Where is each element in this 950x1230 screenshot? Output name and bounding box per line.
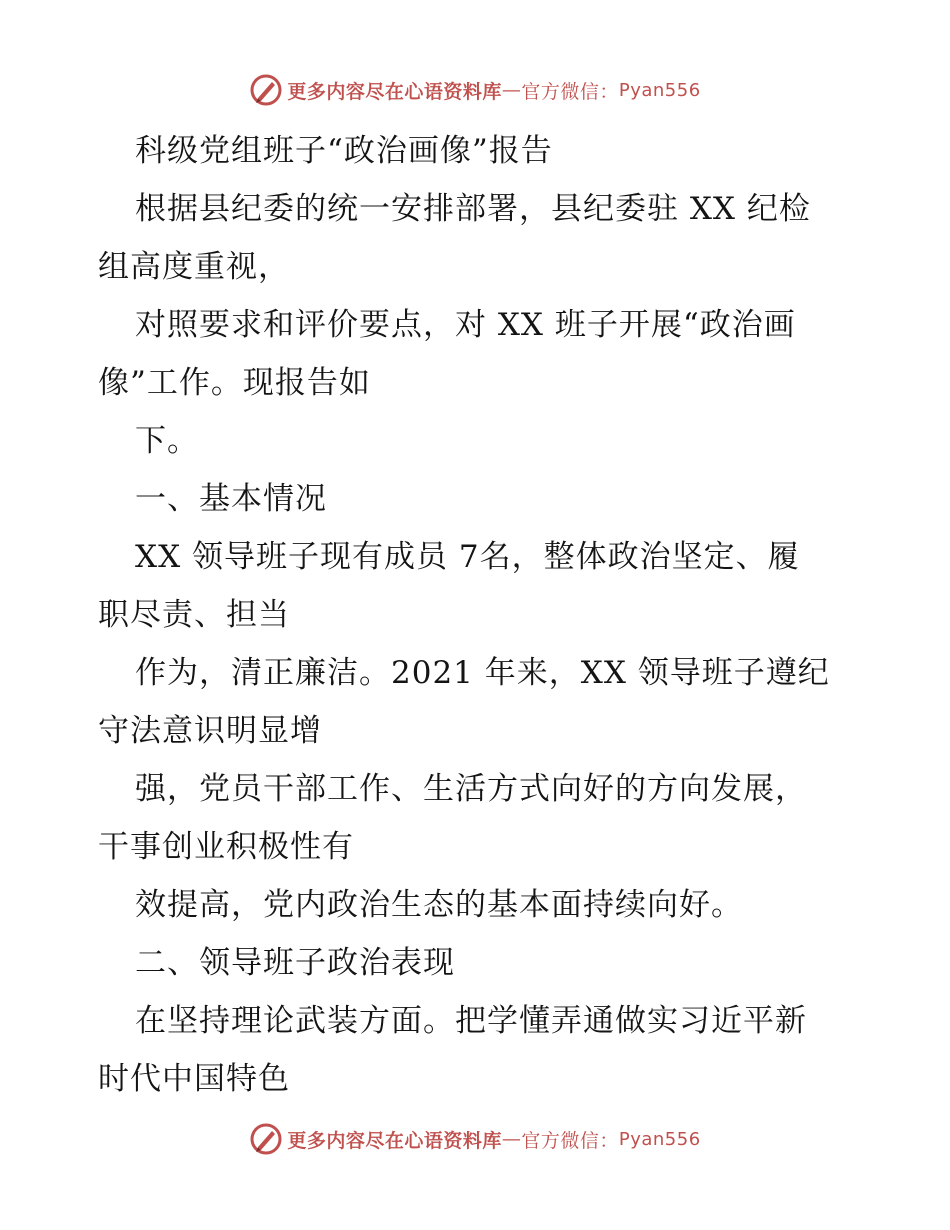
document-line: 效提高，党内政治生态的基本面持续向好。 (135, 887, 743, 923)
document-line: 职尽责、担当 (98, 597, 290, 633)
watermark-brand: 更多内容尽在心语资料库 (287, 1129, 502, 1152)
watermark-dash: — (501, 1128, 522, 1150)
header-watermark (0, 70, 950, 110)
document-line: 下。 (135, 423, 199, 459)
document-line: 科级党组班子“政治画像”报告 (135, 133, 553, 169)
document-line: 对照要求和评价要点，对 XX 班子开展“政治画 (135, 307, 796, 343)
document-line: 守法意识明显增 (98, 713, 322, 749)
document-line: 像”工作。现报告如 (98, 365, 371, 401)
document-line: 在坚持理论武装方面。把学懂弄通做实习近平新 (135, 1003, 807, 1039)
pen-logo-icon (249, 1122, 283, 1156)
document-line: 强，党员干部工作、生活方式向好的方向发展， (135, 771, 807, 807)
document-line: 根据县纪委的统一安排部署，县纪委驻 XX 纪检 (135, 191, 811, 227)
document-line: XX 领导班子现有成员 7名，整体政治坚定、履 (135, 539, 800, 575)
watermark-account: Pyan556 (618, 79, 701, 101)
footer-watermark (0, 1119, 950, 1159)
watermark-brand: 更多内容尽在心语资料库 (287, 80, 502, 103)
document-line: 作为，清正廉洁。2021 年来，XX 领导班子遵纪 (135, 655, 830, 691)
document-line: 一、基本情况 (135, 481, 327, 517)
pen-logo-icon (249, 73, 283, 107)
watermark-label: 官方微信： (521, 80, 619, 103)
document-line: 二、领导班子政治表现 (135, 945, 455, 981)
document-body (98, 122, 858, 1108)
document-line: 组高度重视， (98, 249, 290, 285)
watermark-label: 官方微信： (521, 1129, 619, 1152)
document-line: 时代中国特色 (98, 1061, 290, 1097)
watermark-dash: — (501, 79, 522, 101)
document-line: 干事创业积极性有 (98, 829, 354, 865)
watermark-account: Pyan556 (618, 1128, 701, 1150)
